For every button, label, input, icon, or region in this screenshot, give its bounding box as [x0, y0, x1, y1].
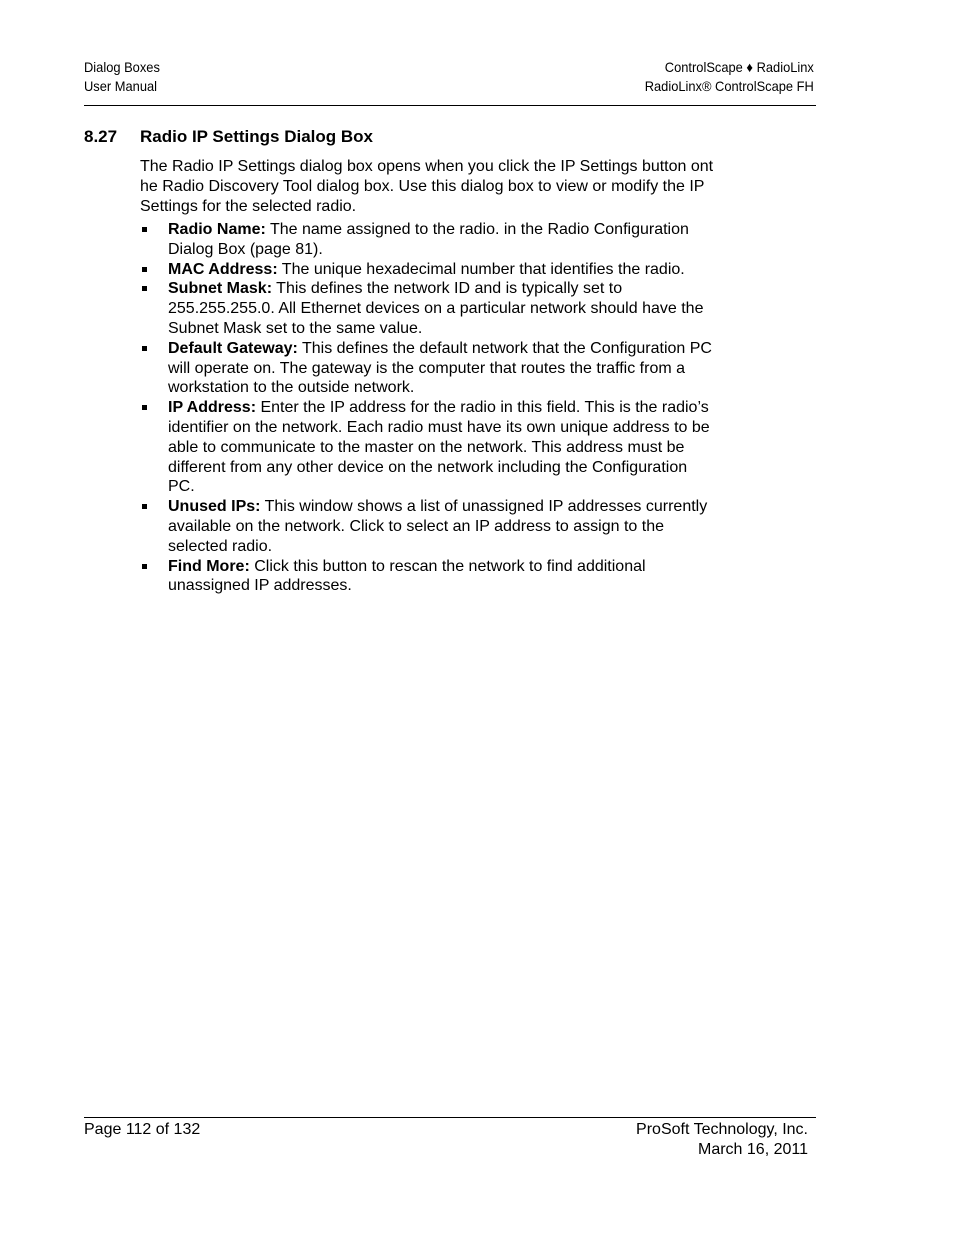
- square-bullet-icon: [142, 504, 147, 509]
- intro-paragraph: [140, 157, 770, 216]
- section-title: Radio IP Settings Dialog Box: [140, 127, 373, 146]
- term-description: workstation to the outside network.: [168, 379, 415, 397]
- term-description: This defines the network ID and is typically set to: [272, 280, 623, 298]
- term-description: The name assigned to the radio. in the Radio Configuration: [265, 221, 689, 238]
- header-doc-type: User Manual: [84, 78, 158, 94]
- term-label: Find More:: [168, 557, 250, 575]
- header-right: [645, 58, 814, 96]
- intro-line: The Radio IP Settings dialog box opens when you click the IP Settings button ont: [140, 158, 714, 175]
- term-label: Unused IPs:: [168, 498, 261, 516]
- page-number: Page 112 of 132: [84, 1121, 201, 1138]
- term-label: IP Address:: [168, 399, 257, 417]
- list-item-default-gateway: [140, 339, 780, 398]
- footer-divider: [84, 1117, 816, 1118]
- term-description: This window shows a list of unassigned IP addresses currently: [260, 498, 708, 516]
- square-bullet-icon: [142, 286, 147, 291]
- term-description: Enter the IP address for the radio in this field. This is the radio’s: [256, 399, 709, 417]
- square-bullet-icon: [142, 267, 147, 272]
- section-number: 8.27: [84, 127, 118, 146]
- square-bullet-icon: [142, 405, 147, 410]
- intro-line: he Radio Discovery Tool dialog box. Use this dialog box to view or modify the IP: [140, 177, 705, 195]
- list-item-subnet-mask: [140, 279, 780, 338]
- header-left: [84, 58, 160, 96]
- publication-date: March 16, 2011: [698, 1140, 808, 1158]
- term-label: Subnet Mask:: [168, 280, 273, 298]
- term-label: Default Gateway:: [168, 339, 298, 357]
- header-product-line: ControlScape ♦ RadioLinx: [664, 59, 814, 75]
- term-description: different from any other device on the network including the Configuration: [168, 458, 688, 476]
- company-name: ProSoft Technology, Inc.: [636, 1121, 808, 1138]
- term-description: The unique hexadecimal number that identifies the radio.: [277, 260, 685, 278]
- field-description-list: [140, 220, 780, 596]
- section-heading: [84, 126, 373, 148]
- term-description: identifier on the network. Each radio must have its own unique address to be: [168, 418, 710, 436]
- list-item-find-more: [140, 557, 780, 597]
- term-description: able to communicate to the master on the network. This address must be: [168, 438, 685, 456]
- term-description: Subnet Mask set to the same value.: [168, 319, 423, 337]
- list-item-radio-name: [140, 220, 780, 260]
- list-item-unused-ips: [140, 497, 780, 556]
- term-description: available on the network. Click to select an IP address to assign to the: [168, 517, 664, 535]
- intro-line: Settings for the selected radio.: [140, 197, 357, 215]
- footer-right: [636, 1120, 808, 1159]
- header-product-name: RadioLinx® ControlScape FH: [644, 78, 814, 94]
- list-item-mac-address: [140, 260, 780, 280]
- term-description: PC.: [168, 478, 195, 496]
- square-bullet-icon: [142, 227, 147, 232]
- term-label: MAC Address:: [168, 260, 278, 278]
- header-divider: [84, 105, 816, 106]
- term-label: Radio Name:: [168, 221, 266, 238]
- term-description: will operate on. The gateway is the computer that routes the traffic from a: [168, 359, 686, 377]
- term-description: selected radio.: [168, 537, 273, 555]
- term-description: This defines the default network that the Configuration PC: [297, 339, 712, 357]
- square-bullet-icon: [142, 346, 147, 351]
- header-section-name: Dialog Boxes: [84, 59, 160, 75]
- term-description: Dialog Box (page 81).: [168, 240, 323, 258]
- term-description: 255.255.255.0. All Ethernet devices on a particular network should have the: [168, 300, 704, 318]
- list-item-ip-address: [140, 398, 780, 497]
- square-bullet-icon: [142, 564, 147, 569]
- term-description: unassigned IP addresses.: [168, 577, 352, 595]
- term-description: Click this button to rescan the network to find additional: [249, 557, 646, 575]
